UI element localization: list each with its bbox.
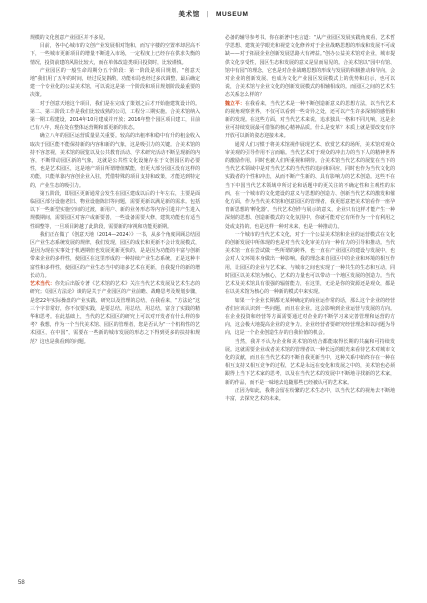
paragraph-text: 我们正在做了《创意天地（2014—2024）》一书，从多个角度回顾总结园区产业生态系统发展的规律，我们发现，园区的成长和更新不会计发展模式，是因为现在实事处于机遇期但也发展更新更快的，是是因为功能的丰富与创新带来企业的多样性，使园区在这里形成的一种持续产业生态系统，正是这种丰富性和多样性，使园区的产业生态当中的诸多艺术在更新，自我提升的新的增长动力。: [30, 231, 200, 279]
speaker-tag: 艺术当代：: [30, 281, 56, 288]
speaker-tag: 魏立平：: [225, 100, 246, 107]
paragraph-text: 第五阶段，即园区更新通常会发生在园区建成以后的十年左右，主要是面临园区部分设施老旧、物业设施陈旧等问题，需要更新以满足新的需求。包括以下一些新型实施空间的过渡，新用户、新的业务形态等内容引进并产生进入规模期间，需要园区对客户或新要善，一些设备需要大修，建筑功能也有适当性调整等，一旦项目跨越了此阶段，需要新的审视和功能更新期。: [30, 190, 200, 230]
right-text-column: [225, 34, 395, 403]
paragraph: [225, 100, 395, 141]
left-text-column: [30, 34, 200, 346]
paragraph-text: 你先后出版专著《艺术馆的艺术》关注当代艺术发展及艺术生态的研究；《园区方法论》谈的是关于产业园区的产业前瞻、战略思考及规划步骤，是您22年实际操盘的产业实践、研究以及管理的总结，在我看来，“方法论”这三个字非常好，你不仅要实践，是要总结。用总结，用总结，富含了实践的精华和思考。在此基础上，当代的艺术园区的研究上可以对开发者有什么样的参考？我想，作为一个当代美术馆、园区的管理者，您是否认为“一个机构性的艺术园区，在中国”，需要在一些新的城市发展的形态之下得到更多的扶持和规范？这也是我看到的问题。: [30, 281, 200, 345]
paragraph: [30, 280, 200, 346]
paragraph-text: 当然，我并不认为企业和美术馆的结合都能取得长期的共赢和可持续发展。这就需要企业或者美术馆的管理者以一种长远的眼光来看待艺术对城市文化的贡献，而且在当代艺术的不断自我更新当中，这种关系中始终存在一种在相互支持又相互竞争的过程，艺术是永远在变化和发展之中的，美术馆也必须跟得上当下艺术家的思考，以及在当代艺术的发展中不断地寻找新的艺术家，新的作品，而不是一味地去追随那些已经被认可的艺术家。: [225, 338, 395, 386]
paragraph-text: 在我看来，当代艺术是一种不断创造新意义的思想方法，以当代艺术的视角观察世界，不仅可以看到一些奇异之处，还可以产生许多深刻的感悟和新的发现。在这些方面，对当代艺术来说，追求独具一格和不同凡响，这是企业可持续发展最可借鉴的核心精神品质。什么是变革？本质上就是要改变有序开放可以新的姿态迎接未来。: [225, 100, 395, 140]
paragraph-text: 通常人们习惯于将美术馆视作展现艺术、欣赏艺术的场所，美术馆对观众审美观的引导作用不言而喻。当代艺术对于观众的冲击力的当下人的精神世界的激励作用，同时也被人们所重视和期待。合美术馆当代艺术的展览在当下的当代艺术领域中是对当代艺术的当代性的追问和回应，同时也作为当代文化的实践者的个性和冲击，从而不断产生新的、具有影响力的艺术创造。这些不在当下中国当代艺术领域中所讨论和话题中的更关注的不确定性和主观性的东西，在一个城市的文化建设的意义与思想的创造力、创新当代艺术的激发和催化方面，作为当代美术馆和创意园区的管理者，我更愿意把美术馆看作一座孕育新思想的‘孵化器’。当代艺术创作与展示的意义，企业只有这样才能产生一种深刻的思想、创造新模式的文化氛围中，你就可能对它有所作为一个有利用之处或支持的。也是这样一种对未来，也是一种推动力。: [225, 141, 395, 230]
paragraph: [225, 34, 395, 100]
paragraph-text: 产业园区的一般生命周期分五个阶段：第一阶段是项目规划，“创意天地”我们用了五年的时间，经过反复斟酌，功能布局也经过多次调整，最后确定建一个专业化的公益美术馆，可以说这是第一个阶段和项目规划阶段最重要的决策。: [30, 67, 200, 99]
magazine-header: [0, 9, 427, 23]
paragraph: [225, 231, 395, 297]
paragraph-text: 一个城市的当代艺术文化，对于一个公益美术馆和企业的运营模式在文化的创新发展中所体现的也是对当代文化审美方向一种有力的引导和推动。当代美术馆一直在尝试做一些所谓的跨界，也一直在产业园区的建设与发展中，也会对人文环境本身做出一种影响。我的理念来自园区中的企业和环境的相互作用，让园区的企业与艺术家、与城市之间也实现了一种共生的生态和互动，同时园区以美术馆为核心，艺术的力量也可以带动一个地区发展的创造力。当代艺术及美术馆具有很强的辐射能力，在这里，无论是你的资源还是观众，都是在以美术馆为核心的一种新的模式中来实现。: [225, 231, 395, 296]
paragraph: [225, 338, 395, 387]
paragraph: [30, 67, 200, 100]
magazine-name-en: MUSEUM: [215, 11, 249, 18]
paragraph: [30, 190, 200, 231]
paragraph-text: 确立八年的园区运营质量显关重要。较高的出租率和稳中有升的租金收入取决于园区能不能保持新的内容和新的气象，这是吸引力的关键。合美术馆的持不容忽视，美术馆的展览以及公共教育活动、学术研究活动不断呈现新的内容，不断带动园区新的气象，这就是公共性文化设施存在于文创园区的必要性，也是艺术园区，这是地产项目所谓增值赋能，但更大部分园区没有这样的功能，只能单靠内容创企业入驻，凭借特殊的项目支持和政策，才能达到特定的，产业生态的吸引力。: [30, 133, 200, 189]
paragraph-text: 规模的文化创意产业园区并不多见。: [30, 35, 109, 41]
header-separator: |: [206, 10, 210, 18]
paragraph: [30, 34, 200, 42]
paragraph: [30, 42, 200, 67]
paragraph: [30, 231, 200, 280]
paragraph-text: 如果一个企业长期都无某种确定的商业运作常的话，那么这个企业的经营者们应该认识到一些问题，而且在企业。这会影响到企业运营与发展的方向。在企业投资和经营等方面需要通过对企业的不断学习来完善管理和运营的方向，这会极大地提高企业的竞争力。企业经营者要研究经营理念和以问题为导向，这是一个企业创造生存的自我价值的机会。: [225, 297, 395, 337]
paragraph: [225, 297, 395, 338]
paragraph: [225, 387, 395, 403]
page-number: 58: [18, 580, 25, 586]
paragraph: [30, 132, 200, 189]
magazine-name-cn: 美术馆: [178, 10, 200, 18]
paragraph-text: 必备的辅导参考书。你在新著中也言道：“从产业园区发展实践角度看，艺术哲学思想、建筑美学眼光和视觉文化修养对于企业战略思想的形成和发展不可或缺——对于拓展企业创新发展思路大有裨益。”创办公益美术馆对企业，城市提供文化享受性，园区生态和发展的意义是显而易见的。合美术馆以“园中有馆、馆中有园”的理念，它也是对企业战略思想的形成与发展的积极推动和导向，会对企业的创新发展、也成为文化产业园区发展模式上的优势和启示，也可以说，合美术馆与企业文化的创新发展模式的相辅相成的。而园区之间的艺术生态关系怎么样的？: [225, 35, 395, 99]
paragraph-text: 目前，各中心城市的文创产业发展相对饱和，而写字楼的空置率却居高不下，一些城市更新项目的增量不断进入市场，一定程度上已经存在供求失衡的情况，投资前建的风险比较大，而在单体改造类项目投资时，比较谨慎。: [30, 43, 200, 66]
paragraph: [30, 100, 200, 133]
paragraph-text: 对于创意天地这个项目，我们是在完成了策划之后才开始施建筑设计的。第二、第三阶段工作是我们比较成熟的公司，工程分三期实施。合美术馆纳入第一期工程建设，2014年10月建成并开放；2016年整个园区项目建工，目前已有八年，现在处在整体运营期和部更新的状态。: [30, 100, 200, 132]
paragraph: [225, 141, 395, 231]
paragraph-text: 正因为如此，我将会留在纷繁的艺术生态中，以当代艺术的视角去不断地丰富，去探究艺术的未来。: [225, 387, 395, 402]
